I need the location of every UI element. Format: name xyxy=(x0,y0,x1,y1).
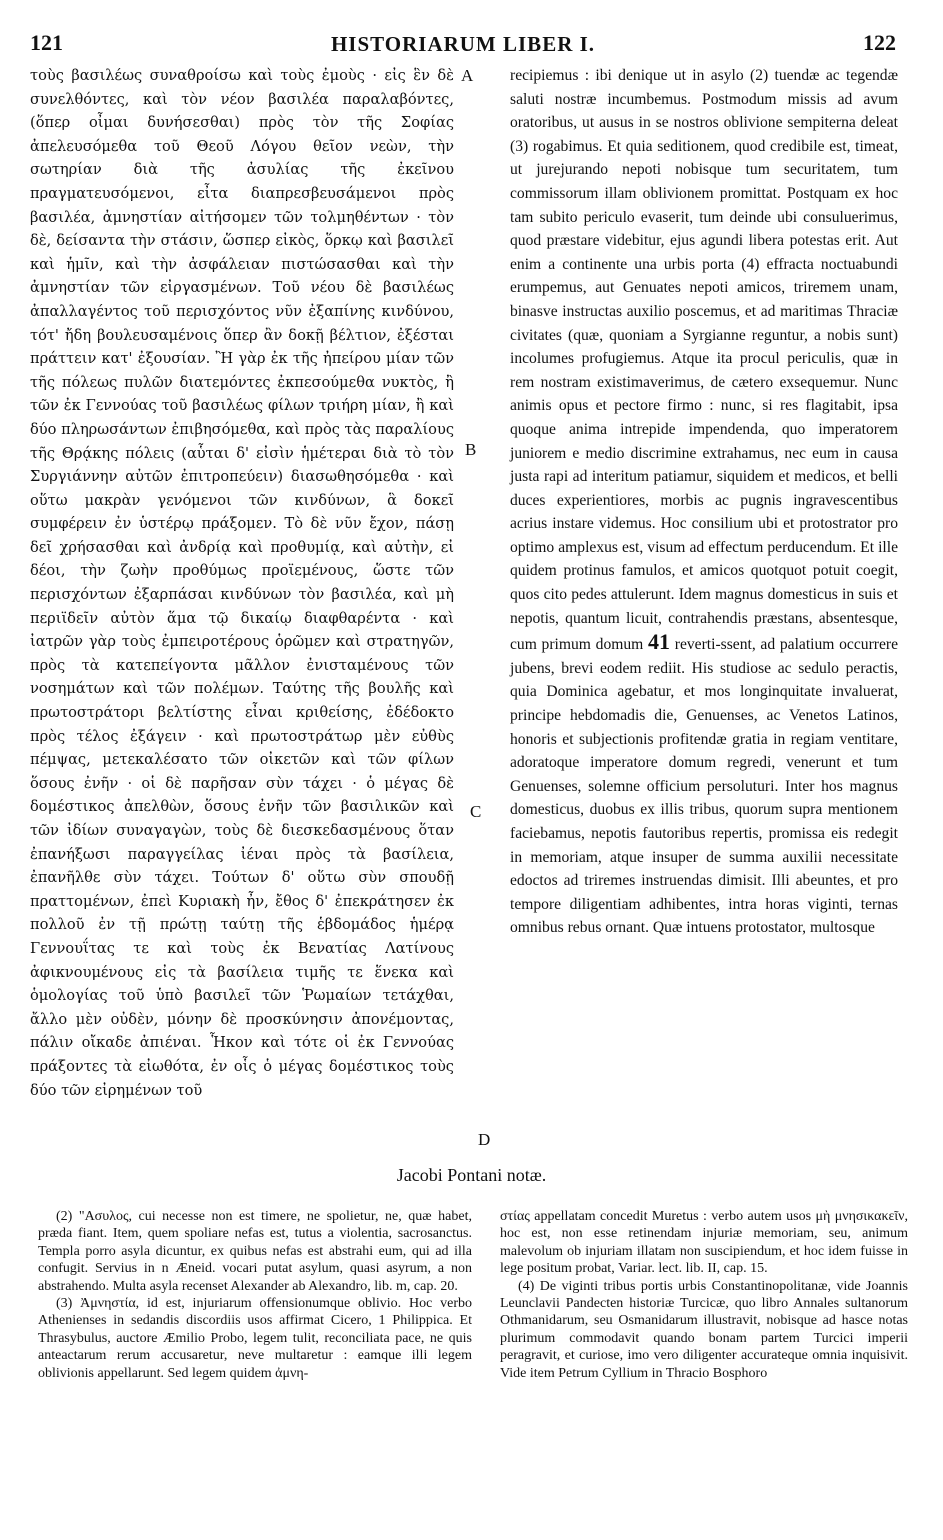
note-4: (4) De viginti tribus portis urbis Constantinopolitanæ, vide Joannis Leunclavii Pandecten historiæ Turcicæ, quo libro Annales sultanorum Othmanidarum, seu Osmanidarum illustravit, nobisque ad hasce notas plurimum commodavit quando bonam partem Turcici imperii peragravit, et curiose, imo vero diligenter accurateque omnia inquisivit. Vide item Petrum Cyllium in Thracio Bosphoro xyxy=(500,1278,908,1381)
latin-text-part-1: recipiemus : ibi denique ut in asylo (2) tuendæ ac tegendæ saluti nostræ incumbemus. Postmodum missis ad avum oratoribus, ut ausus in se nostros oblivione sempiterna deleat (3) rogabimus. Et quia seditionem, quod credibile est, timeat, ut jurejurando nepoti nobisque tum securitatem, tum commissorum illam oblivionem promittat. Postquam ex hoc tam subito periculo evaserit, tum deinde ubi consuluerimus, quod præstare videbitur, ejus agundi libera potestas erit. Aut enim a continente una urbis porta (4) effracta noctuabundi erumpemus, aut Genuates nepoti amicos, triremem unam, binasve instructas auxilio poscemus, et ad maritimas Thraciæ civitates (quæ, quoniam a Syrgianne reguntur, a nobis sunt) incolumes profugiemus. Atque ita procul periculis, quæ in rem nostram existimaverimus, de cætero exsequemur. Nunc animis opus et pectore firmo : nunc, si res flagitabit, ipsa quoque anima intrepide impendenda, quo imperatorem juniorem e medio discrimine extrahamus, nec eum in causa justa rapi ad interitum patiamur, siquidem et medicos, et belli duces experientiores, morbis ac pugnis ingravescentibus acrius instare videmus. Hoc consilium ubi et protostrator pro optimo amplexus est, visum ad effectum perducendum. Et ille quidem protinus famulos, et amicos quotquot potuit coegit, quos cito pedes attulerunt. Idem magnus domesticus in suis et nepotis, quantum licuit, contrahendis præstans, absentesque, cum primum domum xyxy=(510,67,898,654)
notes-right-column xyxy=(500,1208,908,1382)
note-3-continued: στίας appellatam concedit Muretus : verbo autem usos μὴ μνησικακεῖν, hoc est, non esse retinendam injuriæ memoriam, seu, animum malevolum ob injuriam illatam non suscipiendum, et hoc idem fuisse in lege positum probat, Variar. lect. lib. II, cap. 15. xyxy=(500,1209,908,1277)
folio-number: 41 xyxy=(648,629,671,655)
page-number-left: 121 xyxy=(30,30,63,55)
section-marker-a: A xyxy=(461,66,474,85)
latin-column xyxy=(510,64,898,940)
latin-text xyxy=(510,64,898,940)
greek-text: τοὺς βασιλέως συναθροίσω καὶ τοὺς ἐμοὺς · εἰς ἓν δὲ συνελθόντες, καὶ τὸν νέον βασιλέα παραλαβόντες, (ὅπερ οἶμαι δυνήσεσθαι) πρὸς τὸν τῆς Σοφίας ἀπελευσόμεθα τοῦ Θεοῦ Λόγου θεῖον νεὼν, τὴν σωτηρίαν διὰ τῆς ἀσυλίας τῆς ἐκεῖνου πραγματευσόμενοι, εἶτα διαπρεσβευσάμενοι πρὸς βασιλέα, ἀμνηστίαν αἰτήσομεν τῶν τολμηθέντων · τὸν δὲ, δείσαντα τὴν στάσιν, ὥσπερ εἰκὸς, ὅρκῳ καὶ βασιλεῖ καὶ ἡμῖν, καὶ τὴν ἀσφάλειαν πιστώσασθαι καὶ τὴν ἀμνηστίαν τῶν εἰργασμένων. Τοῦ νέου δὲ βασιλέως ἀπαλλαγέντος τοῦ περισχόντος νῦν ἐξαπίνης κινδύνου, τότ' ἤδη βουλευσαμένοις ὅπερ ἂν δοκῇ βέλτιον, ἐξέσται πράττειν κατ' ἐξουσίαν. Ἢ γὰρ ἐκ τῆς ἠπείρου μίαν τῶν τῆς πόλεως πυλῶν διατεμόντες ἐκπεσούμεθα νυκτὸς, ἢ τῶν ἐκ Γεννούας τοῦ βασιλέως φίλων τριήρη μίαν, ἢ καὶ δύο πληρωσάντων ἐπιβησόμεθα, καὶ πρὸς τὰς παραλίους τῆς Θρᾴκης πόλεις (αὗται δ' εἰσὶν ἡμέτεραι διὰ τὸ τὸν Συργιάννην αὐτῶν ἐπιτροπεύειν) διασωθησόμεθα · καὶ οὕτω μακρὰν γενόμενοι τῶν κινδύνων, ἃ δοκεῖ συμφέρειν ἐν ὑστέρῳ πράξομεν. Τὸ δὲ νῦν ἔχον, πάσῃ δεῖ χρήσασθαι καὶ ἀνδρίᾳ καὶ προθυμίᾳ, καὶ αὐτὴν, εἰ δέοι, τὴν ζωὴν προθύμως προϊεμένους, ὥστε τῶν περισχόντων ἐξαρπάσαι κινδύνων τὸν βασιλέα, καὶ μὴ περιϊδεῖν αὐτὸν ἅμα τῷ δικαίῳ διαφθαρέντα · καὶ ἰατρῶν γὰρ τοὺς ἐμπειροτέρους ὁρῶμεν καὶ στρατηγῶν, πρὸς τὰ κατεπείγοντα μᾶλλον ἐνισταμένους τῶν νοσημάτων καὶ τῶν πολέμων. Ταύτης τῆς βουλῆς καὶ πρωτοστράτορι βελτίστης εἶναι κριθείσης, ἐδέδοκτο πρὸς τέλος ἐξάγειν · καὶ πρωτοστράτωρ μὲν εὐθὺς πέμψας, μετεκαλέσατο τῶν οἰκετῶν καὶ τῶν φίλων ὅσους ἐνῆν · οἱ δὲ παρῆσαν σὺν τάχει · ὁ μέγας δὲ δομέστικος ἀπελθὼν, ὅσους ἐνῆν τῶν βασιλικῶν καὶ τῶν ἰδίων συναγαγὼν, τοὺς δὲ διεσκεδασμένους ὅταν ἐπανήξωσι παραγγείλας ἰέναι πρὸς τὰ βασίλεια, ἐπανῆλθε σὺν τάχει. Τούτων δ' οὕτω σὺν σπουδῇ πραττομένων, ἐπεὶ Κυριακὴ ἦν, ἔθος δ' ἐπεκράτησεν ἐκ πολλοῦ ἐν τῇ πρώτῃ ταύτῃ τῆς ἑβδομάδος ἡμέρᾳ Γεννουΐτας τε καὶ τοὺς ἐκ Βενατίας Λατίνους ἀφικνουμένους εἰς τὰ βασίλεια τιμῆς τε ἕνεκα καὶ ὁμολογίας τοῦ ὑπὸ βασιλεῖ τῶν Ῥωμαίων τετάχθαι, ἄλλο μὲν οὐδὲν, μόνην δὲ προσκύνησιν ἀπονέμοντας, πάλιν οἴκαδε ἀπιέναι. Ἧκον καὶ τότε οἱ ἐκ Γεννούας πράξοντες τὰ εἰωθότα, ἐν οἷς ὁ μέγας δομέστικος τοὺς δύο τῶν εἰρημένων τοῦ xyxy=(30,67,454,1099)
greek-column xyxy=(30,64,454,1102)
notes-title: Jacobi Pontani notæ. xyxy=(396,1165,547,1185)
note-3: (3) Ἀμνηστία, id est, injuriarum offensionumque oblivio. Hoc verbo Athenienses in sedandis discordiis usos affirmat Cicero, 1 Philippica. Et Thrasybulus, auctore Æmilio Probo, legem tulit, reconciliata pace, ne quis anteactarum rerum accusaretur, neve multaretur : eamque illi legem oblivionis appellarunt. Sed legem quidem ἀμνη- xyxy=(38,1296,472,1381)
notes-left-column xyxy=(38,1208,472,1382)
section-marker-c: C xyxy=(470,802,482,821)
page-number-right: 122 xyxy=(863,30,896,55)
latin-text-part-2: reverti-ssent, ad palatium occurrere jubens, brevi eodem rediit. His studiose ac sedulo peractis, quia Dominica agebatur, et mos longinquitate invaluerat, principe hebdomadis die, Genuenses, ac Venetos Latinos, honoris et subjectionis profitendæ gratia in regiam ventitare, adoratoque imperatore domum regredi, venerunt et tum Genuenses, solemne officium persoluturi. Inter hos magnus domesticus, duobus ex illis tribus, quorum supra mentionem faciebamus, nepotis fautoribus repertis, promissa eis redegit in memoriam, atque insuper de summa auxilii necessitate edoctos ad triremes instruendas dimisit. Illi abeuntes, et pro tempore diligentiam adhibentes, intra horas viginti, ternas omnibus rebus ornant. Quæ intuens protostator, multosque xyxy=(510,636,898,937)
running-header xyxy=(30,30,896,58)
section-marker-d: D xyxy=(478,1130,491,1149)
note-2: (2) "Ασυλος, cui necesse non est timere, ne spolietur, ne, quæ habet, præda fiant. Item, quem spoliare nefas est, tutus a violentia, sacrosanctus. Templa porro asyla dicuntur, ex quibus nefas est abstrahi eum, qui ad illa confugit. Servius in n Æneid. vocari putat asylum, quasi asyrum, a non abstrahendo. Multa asyla recenset Alexander ab Alexandro, lib. m, cap. 20. xyxy=(38,1209,472,1294)
running-title: HISTORIARUM LIBER I. xyxy=(330,32,596,56)
section-marker-b: B xyxy=(465,440,477,459)
